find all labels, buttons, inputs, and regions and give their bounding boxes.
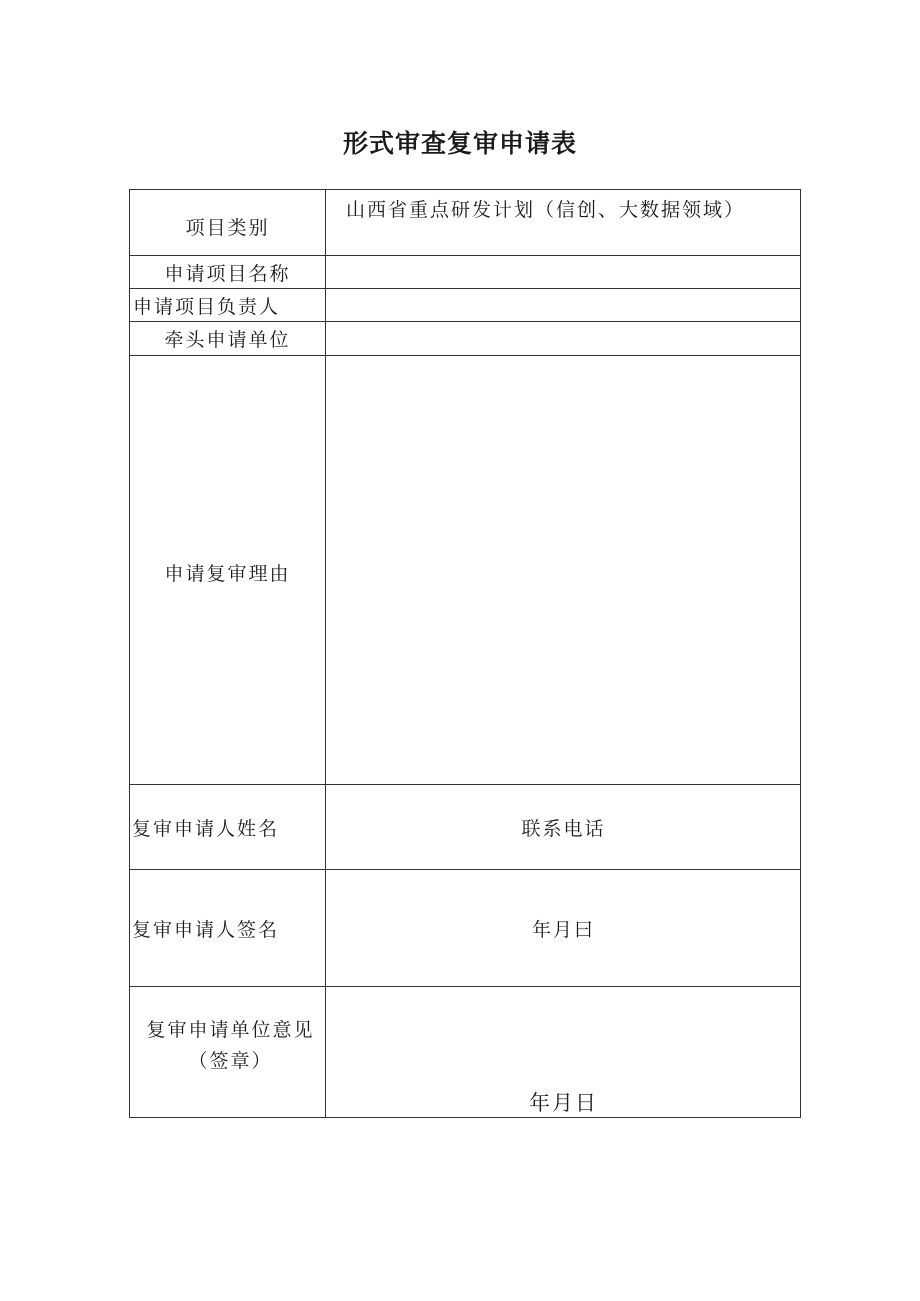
project-name-label: 申请项目名称: [164, 262, 291, 285]
unit-opinion-date-label: 年月日: [529, 1091, 598, 1115]
review-application-form: [129, 189, 801, 1118]
project-category-value: 山西省重点研发计划（信创、大数据领域）: [346, 199, 746, 221]
applicant-name-label: 复审申请人姓名: [132, 817, 280, 840]
signature-date-label: 年月曰: [531, 918, 595, 941]
project-category-label: 项目类别: [185, 217, 270, 239]
project-leader-label: 申请项目负责人: [133, 295, 281, 318]
unit-opinion-label: [130, 987, 325, 1118]
review-reason-field[interactable]: [326, 356, 801, 784]
lead-unit-label: 牵头申请单位: [164, 329, 291, 351]
unit-opinion-label-line1: 复审申请单位意见: [146, 1018, 315, 1041]
review-reason-label: 申请复审理由: [164, 562, 291, 585]
lead-unit-field[interactable]: [326, 322, 801, 355]
document-title: 形式审查复审申请表: [342, 129, 577, 158]
unit-opinion-label-line2: （签章）: [188, 1049, 273, 1072]
applicant-signature-label: 复审申请人签名: [132, 918, 280, 941]
project-name-field[interactable]: [326, 256, 801, 288]
contact-phone-label: 联系电话: [521, 817, 606, 840]
project-leader-field[interactable]: [326, 289, 801, 321]
